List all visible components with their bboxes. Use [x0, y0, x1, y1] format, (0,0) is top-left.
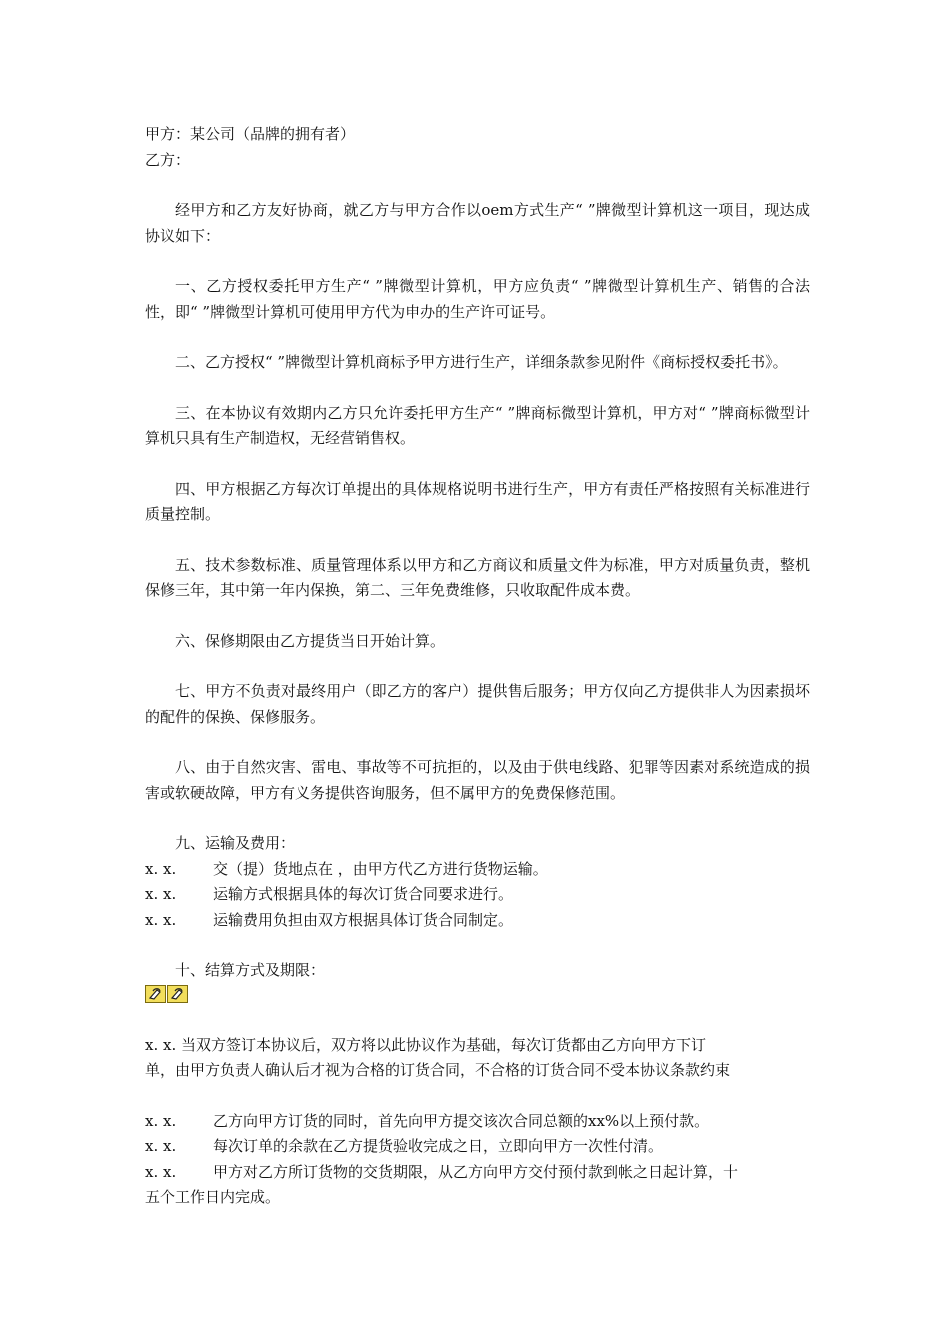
clause-7: 七、甲方不负责对最终用户（即乙方的客户）提供售后服务；甲方仅向乙方提供非人为因素损坏的配件的保换、保修服务。	[145, 682, 810, 726]
clause-9-title: 九、运输及费用：	[175, 834, 296, 852]
clause-9-item: x. x. 交（提）货地点在 ，由甲方代乙方进行货物运输。	[145, 859, 548, 878]
party-a: 甲方：某公司（品牌的拥有者）	[145, 125, 356, 143]
party-b: 乙方：	[145, 150, 191, 169]
attachment-icon[interactable]	[167, 985, 188, 1003]
clause-10-item1-line2: 单，由甲方负责人确认后才视为合格的订货合同，不合格的订货合同不受本协议条款约束	[145, 1061, 731, 1079]
clause-10-item: x. x. 每次订单的余款在乙方提货验收完成之日，立即向甲方一次性付清。	[145, 1137, 664, 1155]
clause-10-item1-line1: x. x. 当双方签订本协议后，双方将以此协议作为基础，每次订货都由乙方向甲方下订	[145, 1035, 706, 1054]
clause-10-title: 十、结算方式及期限：	[175, 961, 326, 979]
clause-1: 一、乙方授权委托甲方生产“ ”牌微型计算机，甲方应负责“ ”牌微型计算机生产、销售的合法性，即“ ”牌微型计算机可使用甲方代为申办的生产许可证号。	[145, 277, 810, 321]
clause-6: 六、保修期限由乙方提货当日开始计算。	[175, 631, 446, 650]
clause-2: 二、乙方授权“ ”牌微型计算机商标予甲方进行生产，详细条款参见附件《商标授权委托书》。	[175, 353, 788, 371]
clause-5: 五、技术参数标准、质量管理体系以甲方和乙方商议和质量文件为标准，甲方对质量负责，整机保修三年，其中第一年内保换，第二、三年免费维修，只收取配件成本费。	[145, 555, 810, 599]
clause-9-item: x. x. 运输方式根据具体的每次订货合同要求进行。	[145, 885, 514, 903]
attachment-icon[interactable]	[145, 985, 166, 1003]
contract-document	[145, 122, 810, 1211]
clause-10-item: x. x. 甲方对乙方所订货物的交货期限，从乙方向甲方交付预付款到帐之日起计算，十	[145, 1162, 739, 1181]
clause-3: 三、在本协议有效期内乙方只允许委托甲方生产“ ”牌商标微型计算机，甲方对“ ”牌商标微型计算机只具有生产制造权，无经营销售权。	[145, 403, 810, 447]
clause-10-item: x. x. 乙方向甲方订货的同时，首先向甲方提交该次合同总额的xx%以上预付款。	[145, 1111, 710, 1130]
clause-4: 四、甲方根据乙方每次订单提出的具体规格说明书进行生产，甲方有责任严格按照有关标准进行质量控制。	[145, 479, 810, 523]
clause-9-item: x. x. 运输费用负担由双方根据具体订货合同制定。	[145, 910, 514, 929]
embedded-object-icons	[145, 985, 810, 1005]
clause-10-last-line: 五个工作日内完成。	[145, 1188, 281, 1206]
intro-paragraph: 经甲方和乙方友好协商，就乙方与甲方合作以oem方式生产“ ”牌微型计算机这一项目，现达成协议如下：	[145, 201, 810, 245]
clause-8: 八、由于自然灾害、雷电、事故等不可抗拒的，以及由于供电线路、犯罪等因素对系统造成的损害或软硬故障，甲方有义务提供咨询服务，但不属甲方的免费保修范围。	[145, 758, 810, 802]
